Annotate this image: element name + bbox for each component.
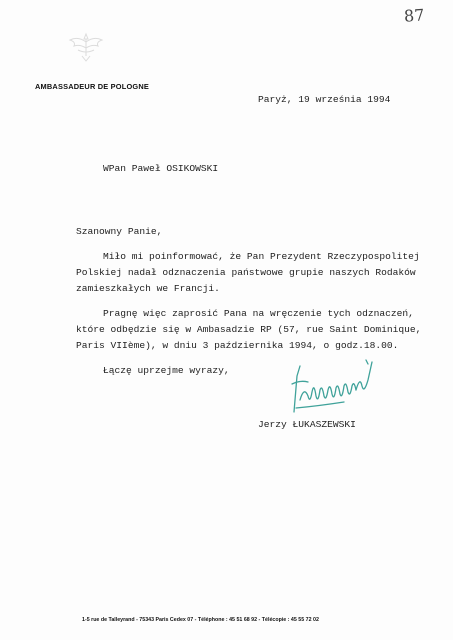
signature-name: Jerzy ŁUKASZEWSKI [258, 419, 356, 430]
paragraph-1-line-1: Miło mi poinformować, że Pan Prezydent Rzeczypospolitej [103, 251, 420, 262]
paragraph-1-line-3: zamieszkałych we Francji. [76, 283, 220, 294]
eagle-emblem-icon [66, 30, 106, 64]
handwritten-page-number: 87 [403, 5, 425, 26]
date-line: Paryż, 19 września 1994 [258, 94, 391, 105]
paragraph-1-line-2: Polskiej nadał odznaczenia państwowe grupie naszych Rodaków [76, 267, 416, 278]
salutation: Szanowny Panie, [76, 226, 163, 237]
paragraph-2-line-1: Pragnę więc zaprosić Pana na wręczenie tych odznaczeń, [103, 308, 414, 319]
paragraph-2-line-3: Paris VIIème), w dniu 3 października 1994, o godz.18.00. [76, 340, 399, 351]
paragraph-2-line-2: które odbędzie się w Ambasadzie RP (57, rue Saint Dominique, [76, 324, 422, 335]
handwritten-signature [288, 356, 378, 418]
closing: Łączę uprzejme wyrazy, [103, 365, 230, 376]
letterhead-sender: AMBASSADEUR DE POLOGNE [35, 82, 150, 91]
footer-address: 1-5 rue de Talleyrand - 75343 Paris Cedex 07 - Téléphone : 45 51 68 92 - Télécopie : 45 55 72 02 [82, 617, 319, 623]
addressee: WPan Paweł OSIKOWSKI [103, 163, 219, 174]
